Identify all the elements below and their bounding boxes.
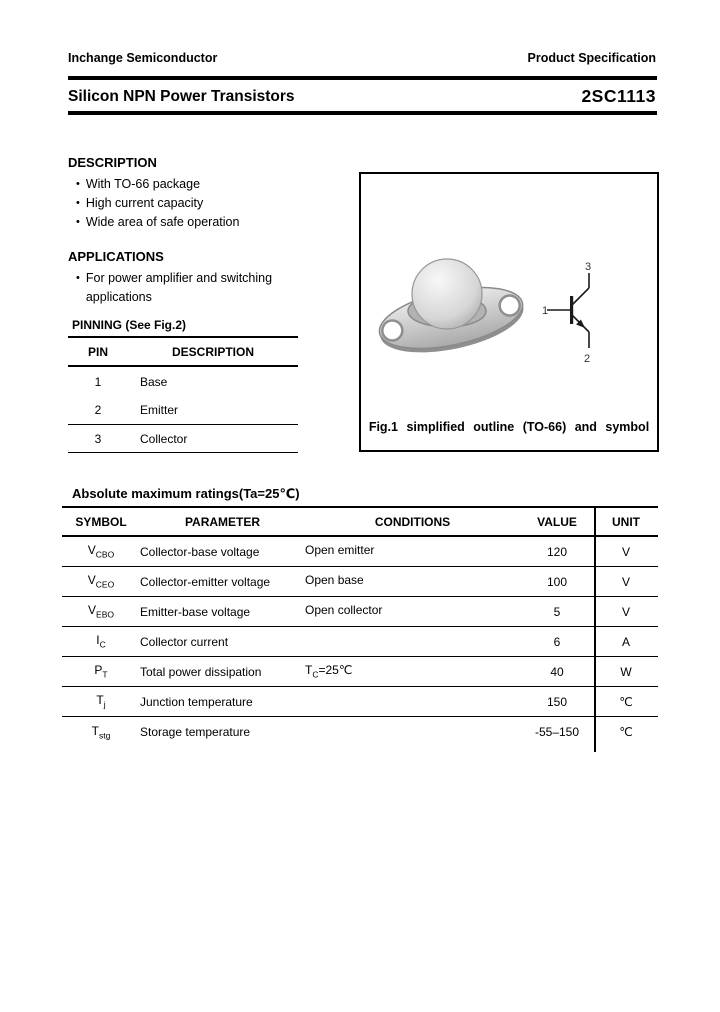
part-number: 2SC1113 bbox=[581, 86, 656, 106]
rating-parameter: Emitter-base voltage bbox=[140, 604, 251, 619]
bullet-icon: • bbox=[76, 178, 80, 190]
rating-parameter: Collector current bbox=[140, 634, 229, 649]
rating-value: 150 bbox=[546, 694, 568, 709]
ratings-heading: Absolute maximum ratings(Ta=25℃) bbox=[72, 486, 300, 501]
rating-value: 100 bbox=[546, 574, 568, 589]
ratings-header-row bbox=[62, 508, 658, 537]
figure-1-box bbox=[359, 172, 659, 452]
pin-number: 2 bbox=[94, 403, 102, 417]
description-item bbox=[76, 175, 326, 194]
rating-symbol: $T_j$ bbox=[96, 693, 106, 710]
pin-label-collector: 3 bbox=[585, 261, 592, 273]
table-row bbox=[62, 567, 658, 597]
pin-label-base: 1 bbox=[542, 305, 549, 317]
rating-parameter: Storage temperature bbox=[140, 725, 251, 739]
table-row bbox=[62, 597, 658, 627]
rating-symbol: $V_{CEO}$ bbox=[87, 573, 115, 590]
rating-symbol: $P_T$ bbox=[94, 663, 108, 680]
pin-number: 1 bbox=[94, 374, 102, 389]
applications-item-text: For power amplifier and switching applications bbox=[85, 271, 273, 304]
pin-description: Base bbox=[140, 374, 168, 389]
description-heading: DESCRIPTION bbox=[68, 155, 157, 170]
rating-symbol: $V_{CBO}$ bbox=[87, 543, 115, 560]
description-item bbox=[76, 194, 326, 213]
company-name: Inchange Semiconductor bbox=[68, 51, 218, 65]
description-item-text: High current capacity bbox=[85, 196, 204, 210]
description-item-text: With TO-66 package bbox=[85, 177, 201, 191]
rating-unit: ℃ bbox=[619, 725, 633, 739]
rating-symbol: $V_{EBO}$ bbox=[88, 603, 114, 620]
rating-unit: ℃ bbox=[619, 694, 633, 709]
conditions-column-header: CONDITIONS bbox=[374, 514, 451, 529]
rating-condition: Open collector bbox=[305, 603, 383, 618]
table-row bbox=[62, 537, 658, 567]
rating-condition: Open base bbox=[305, 573, 364, 588]
to-66-package-image bbox=[375, 254, 527, 362]
rating-value: 120 bbox=[546, 544, 568, 559]
description-column-header: DESCRIPTION bbox=[171, 344, 254, 359]
pinning-table bbox=[68, 336, 298, 453]
ratings-table bbox=[62, 506, 658, 747]
rating-unit: V bbox=[621, 544, 630, 559]
rating-symbol: $I_C$ bbox=[96, 633, 106, 650]
pinning-heading: PINNING (See Fig.2) bbox=[72, 318, 187, 332]
pin-description: Collector bbox=[140, 431, 188, 446]
applications-list bbox=[76, 269, 302, 307]
rating-value: 40 bbox=[550, 664, 564, 679]
pin-description: Emitter bbox=[140, 403, 179, 417]
description-item-text: Wide area of safe operation bbox=[85, 215, 240, 229]
rating-parameter: Collector-base voltage bbox=[140, 544, 260, 559]
doc-type-label: Product Specification bbox=[527, 51, 656, 65]
rating-value: 5 bbox=[553, 604, 561, 619]
symbol-column-header: SYMBOL bbox=[75, 514, 127, 529]
rating-value: 6 bbox=[553, 634, 561, 649]
rating-parameter: Junction temperature bbox=[140, 694, 253, 709]
value-column-header: VALUE bbox=[537, 514, 577, 529]
table-row bbox=[62, 687, 658, 717]
applications-item bbox=[76, 269, 302, 307]
pin-label-emitter: 2 bbox=[584, 353, 591, 365]
bullet-icon: • bbox=[76, 272, 80, 284]
table-row bbox=[68, 396, 298, 425]
table-row bbox=[62, 627, 658, 657]
table-row bbox=[68, 425, 298, 453]
rating-condition: $T_C=25℃$ bbox=[305, 663, 353, 680]
table-row bbox=[62, 717, 658, 747]
title-rule bbox=[68, 111, 657, 115]
bullet-icon: • bbox=[76, 197, 80, 209]
npn-transistor-symbol bbox=[541, 260, 626, 365]
pinning-header-row bbox=[68, 338, 298, 367]
rating-symbol: $T_{stg}$ bbox=[91, 723, 111, 741]
rating-unit: A bbox=[621, 634, 630, 649]
parameter-column-header: PARAMETER bbox=[184, 514, 261, 529]
rating-unit: V bbox=[621, 604, 630, 619]
bullet-icon: • bbox=[76, 216, 80, 228]
description-list bbox=[76, 175, 326, 232]
table-row bbox=[62, 657, 658, 687]
description-item bbox=[76, 213, 326, 232]
rating-unit: W bbox=[620, 664, 632, 679]
rating-value: -55–150 bbox=[534, 725, 580, 739]
header-rule bbox=[68, 76, 657, 80]
unit-column-header: UNIT bbox=[612, 514, 640, 529]
applications-heading: APPLICATIONS bbox=[68, 249, 164, 264]
pin-number: 3 bbox=[94, 431, 102, 446]
table-row bbox=[68, 367, 298, 396]
value-unit-divider bbox=[594, 508, 596, 752]
rating-condition: Open emitter bbox=[305, 543, 375, 558]
figure-caption: Fig.1 simplified outline (TO-66) and symbol bbox=[368, 420, 650, 434]
rating-unit: V bbox=[621, 574, 630, 589]
rating-parameter: Total power dissipation bbox=[140, 664, 262, 679]
product-family-title: Silicon NPN Power Transistors bbox=[68, 88, 295, 105]
rating-parameter: Collector-emitter voltage bbox=[140, 574, 271, 589]
pin-column-header: PIN bbox=[87, 344, 108, 359]
